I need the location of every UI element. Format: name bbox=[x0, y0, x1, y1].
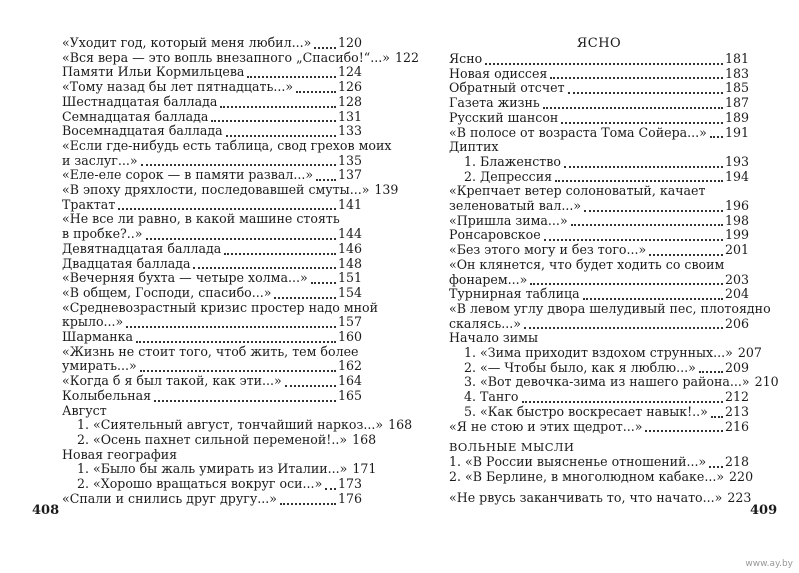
toc-entry-page: 204 bbox=[724, 286, 749, 302]
dot-leader bbox=[645, 422, 722, 432]
toc-entry-page: 207 bbox=[737, 345, 762, 361]
toc-entry-page: 216 bbox=[724, 418, 749, 434]
toc-entry-title: 2. «Осень пахнет сильной переменой!..» bbox=[77, 431, 348, 447]
toc-entry bbox=[62, 417, 413, 433]
toc-entry-page: 160 bbox=[337, 329, 362, 345]
toc-entry-page: 144 bbox=[337, 226, 362, 242]
dot-leader bbox=[126, 318, 336, 328]
toc-entry-page: 218 bbox=[724, 454, 749, 470]
toc-entry-title: «Уходит год, который меня любил...» bbox=[62, 35, 312, 50]
toc-entry bbox=[62, 330, 362, 345]
toc-entry-title: 4. Танго bbox=[464, 389, 519, 405]
toc-entry-title: «Не рвусь заканчивать то, что начато...» bbox=[449, 489, 723, 505]
toc-entry-title: 1. Блаженство bbox=[464, 153, 561, 169]
toc-entry-title: 2. «Хорошо вращаться вокруг оси...» bbox=[77, 476, 323, 492]
toc-entry bbox=[62, 168, 362, 183]
toc-entry-title: 3. «Вот девочка-зима из нашего района...» bbox=[464, 374, 750, 390]
toc-entry-page: 154 bbox=[337, 284, 362, 300]
toc-entry-title: Новая одиссея bbox=[449, 65, 548, 81]
dot-leader bbox=[564, 158, 723, 168]
dot-leader bbox=[550, 69, 723, 79]
dot-leader bbox=[141, 156, 336, 166]
dot-leader bbox=[193, 259, 335, 269]
toc-entry-title: Девятнадцатая баллада bbox=[62, 240, 222, 256]
toc-entry-title: крыло...» bbox=[62, 314, 124, 330]
toc-entry bbox=[62, 80, 362, 95]
toc-entry bbox=[62, 461, 377, 477]
dot-leader bbox=[699, 363, 723, 373]
toc-entry-title: Памяти Ильи Кормильцева bbox=[62, 64, 245, 80]
toc-line: «В левом углу двора шелудивый пес, плотоядно bbox=[449, 300, 771, 316]
toc-entry bbox=[62, 271, 362, 286]
toc-entry-title: 1. «Было бы жаль умирать из Италии...» bbox=[77, 461, 348, 477]
toc-entry bbox=[449, 455, 749, 470]
toc-entry bbox=[449, 155, 749, 170]
toc-entry-title: 2. «— Чтобы было, как я люблю...» bbox=[464, 359, 696, 375]
toc-entry-title: Ясно bbox=[449, 51, 483, 66]
toc-entry-title: «В эпоху дряхлости, последовавшей смуты...» bbox=[62, 182, 370, 198]
toc-entry-page: 194 bbox=[724, 168, 749, 184]
toc-entry-title: Двадцатая баллада bbox=[62, 255, 191, 271]
toc-entry-title: Турнирная таблица bbox=[449, 286, 580, 302]
toc-entry-page: 135 bbox=[337, 152, 362, 168]
toc-entry-title: «Я не стою и этих щедрот...» bbox=[449, 418, 643, 434]
toc-entry-page: 183 bbox=[724, 65, 749, 81]
toc-entry-title: «Без этого могу и без того...» bbox=[449, 242, 647, 258]
left-page-number: 408 bbox=[32, 503, 60, 518]
toc-entry-title: 1. «Зима приходит вздохом струнных...» bbox=[464, 345, 733, 361]
toc-entry-page: 168 bbox=[352, 431, 377, 447]
toc-entry bbox=[62, 227, 362, 242]
toc-entry bbox=[449, 228, 749, 243]
toc-entry-page: 181 bbox=[724, 51, 749, 66]
toc-entry-page: 196 bbox=[724, 198, 749, 214]
toc-entry bbox=[62, 65, 362, 80]
toc-entry-page: 176 bbox=[337, 490, 362, 506]
toc-entry-page: 220 bbox=[729, 468, 754, 484]
toc-entry bbox=[449, 468, 754, 485]
toc-entry-title: «Вечерняя бухта — четыре холма...» bbox=[62, 270, 308, 286]
toc-entry-page: 122 bbox=[394, 49, 420, 65]
dot-leader bbox=[561, 114, 723, 124]
dot-leader bbox=[568, 84, 723, 94]
toc-line: Диптих bbox=[449, 139, 499, 155]
toc-entry-page: 173 bbox=[337, 476, 362, 492]
toc-entry bbox=[449, 214, 749, 229]
toc-entry bbox=[449, 390, 749, 405]
toc-entry-page: 120 bbox=[337, 35, 362, 50]
toc-entry bbox=[449, 52, 749, 67]
toc-entry bbox=[449, 126, 749, 141]
toc-entry-page: 187 bbox=[724, 95, 749, 111]
dot-leader bbox=[211, 112, 336, 122]
toc-entry bbox=[449, 361, 749, 376]
dot-leader bbox=[154, 392, 336, 402]
toc-entry-title: Трактат bbox=[62, 196, 116, 212]
toc-entry bbox=[449, 489, 752, 506]
toc-entry-page: 141 bbox=[337, 196, 362, 212]
toc-entry bbox=[449, 287, 749, 302]
toc-entry bbox=[62, 389, 362, 404]
toc-entry-title: «Спали и снились друг другу...» bbox=[62, 490, 277, 506]
toc-entry-page: 185 bbox=[724, 80, 749, 96]
section-heading: ЯСНО bbox=[576, 36, 622, 51]
dot-leader bbox=[571, 216, 723, 226]
toc-entry-title: в пробке?..» bbox=[62, 226, 143, 242]
dot-leader bbox=[530, 275, 723, 285]
toc-line: «Не все ли равно, в какой машине стоять bbox=[62, 211, 340, 227]
toc-entry bbox=[62, 477, 362, 492]
toc-entry-page: 189 bbox=[724, 109, 749, 125]
toc-entry-title: Шестнадцатая баллада bbox=[62, 93, 218, 109]
toc-entry bbox=[62, 359, 362, 374]
toc-entry bbox=[449, 67, 749, 82]
toc-entry-page: 148 bbox=[337, 255, 362, 271]
dot-leader bbox=[583, 290, 723, 300]
toc-entry-page: 206 bbox=[724, 315, 749, 331]
toc-entry bbox=[62, 124, 362, 139]
toc-entry-page: 126 bbox=[337, 79, 362, 95]
toc-entry bbox=[62, 431, 377, 448]
toc-entry bbox=[62, 182, 399, 198]
toc-entry bbox=[449, 374, 779, 390]
dot-leader bbox=[524, 319, 723, 329]
dot-leader bbox=[226, 127, 336, 137]
toc-entry-title: «В полосе от возраста Тома Сойера...» bbox=[449, 124, 707, 140]
toc-entry bbox=[62, 374, 362, 389]
toc-entry-title: Русский шансон bbox=[449, 109, 559, 125]
toc-entry-title: 5. «Как быстро воскресает навык!..» bbox=[464, 403, 708, 419]
toc-entry-title: «Тому назад бы лет пятнадцать...» bbox=[62, 79, 294, 95]
toc-entry-title: Восемнадцатая баллада bbox=[62, 123, 223, 139]
dot-leader bbox=[118, 200, 336, 210]
toc-entry bbox=[62, 36, 362, 51]
toc-line: «Он клянется, что будет ходить со своим bbox=[449, 256, 725, 272]
toc-entry-page: 133 bbox=[337, 123, 362, 139]
dot-leader bbox=[709, 458, 723, 468]
toc-line: «Если где-нибудь есть таблица, свод грехов моих bbox=[62, 137, 392, 153]
toc-entry-title: Обратный отсчет bbox=[449, 80, 565, 96]
left-page-toc bbox=[62, 35, 420, 507]
dot-leader bbox=[314, 39, 336, 49]
toc-entry bbox=[449, 170, 749, 185]
watermark: www.ay.by bbox=[745, 559, 793, 569]
toc-entry-title: фонарем...» bbox=[449, 271, 528, 287]
toc-entry-page: 191 bbox=[724, 124, 749, 140]
dot-leader bbox=[555, 172, 723, 182]
dot-leader bbox=[325, 480, 336, 490]
toc-entry bbox=[449, 243, 749, 258]
toc-entry bbox=[62, 315, 362, 330]
toc-entry-title: 1. «Сиятельный август, тончайший наркоз...» bbox=[77, 417, 384, 433]
toc-entry-page: 210 bbox=[754, 374, 779, 390]
toc-entry bbox=[449, 96, 749, 111]
toc-entry bbox=[62, 492, 362, 507]
toc-entry-page: 193 bbox=[724, 153, 749, 169]
toc-entry bbox=[62, 154, 362, 169]
toc-entry-page: 151 bbox=[337, 270, 362, 286]
toc-entry-title: 1. «В России выясненье отношений...» bbox=[449, 454, 707, 470]
toc-entry-title: «Пришла зима...» bbox=[449, 212, 568, 228]
toc-line: Начало зимы bbox=[449, 330, 538, 346]
toc-entry-title: «Вся вера — это вопль внезапного „Спасибо!“...» bbox=[62, 49, 390, 65]
dot-leader bbox=[140, 362, 336, 372]
dot-leader bbox=[316, 171, 336, 181]
dot-leader bbox=[649, 246, 723, 256]
dot-leader bbox=[710, 128, 723, 138]
toc-entry-page: 201 bbox=[724, 242, 749, 258]
dot-leader bbox=[224, 245, 336, 255]
toc-entry-page: 139 bbox=[374, 182, 399, 198]
toc-entry bbox=[449, 199, 749, 214]
toc-entry-page: 131 bbox=[337, 108, 362, 124]
right-page-toc bbox=[449, 36, 779, 505]
toc-entry-page: 213 bbox=[724, 403, 749, 419]
toc-entry bbox=[62, 198, 362, 213]
dot-leader bbox=[311, 274, 336, 284]
toc-entry-title: Газета жизнь bbox=[449, 95, 540, 111]
toc-entry-title: скалясь...» bbox=[449, 315, 522, 331]
toc-entry-page: 164 bbox=[337, 373, 362, 389]
section-subheading: ВОЛЬНЫЕ МЫСЛИ bbox=[449, 440, 575, 455]
toc-entry-title: Колыбельная bbox=[62, 387, 152, 403]
toc-entry bbox=[449, 317, 749, 332]
toc-entry bbox=[62, 49, 420, 66]
toc-line: Август bbox=[62, 402, 107, 418]
toc-entry bbox=[62, 110, 362, 125]
toc-entry-page: 223 bbox=[727, 489, 752, 505]
toc-entry-title: «Еле-еле сорок — в памяти развал...» bbox=[62, 167, 314, 183]
toc-entry-page: 199 bbox=[724, 227, 749, 243]
toc-line: «Средневозрастный кризис простер надо мной bbox=[62, 299, 379, 315]
toc-entry-title: Шарманка bbox=[62, 329, 134, 345]
toc-entry-page: 157 bbox=[337, 314, 362, 330]
toc-entry bbox=[449, 420, 749, 435]
toc-entry-title: Семнадцатая баллада bbox=[62, 108, 209, 124]
toc-entry bbox=[62, 257, 362, 272]
toc-entry bbox=[449, 273, 749, 288]
dot-leader bbox=[274, 289, 335, 299]
toc-entry-page: 203 bbox=[724, 271, 749, 287]
dot-leader bbox=[220, 98, 336, 108]
toc-entry-page: 209 bbox=[724, 359, 749, 375]
toc-entry-page: 162 bbox=[337, 358, 362, 374]
toc-entry-title: зеленоватый вал...» bbox=[449, 198, 582, 214]
toc-entry-page: 168 bbox=[388, 417, 413, 433]
dot-leader bbox=[285, 377, 336, 387]
toc-entry bbox=[449, 81, 749, 96]
dot-leader bbox=[146, 230, 336, 240]
toc-entry-title: «Когда б я был такой, как эти...» bbox=[62, 373, 282, 389]
right-page-number: 409 bbox=[750, 503, 778, 518]
toc-entry-title: и заслуг...» bbox=[62, 152, 138, 168]
dot-leader bbox=[522, 393, 723, 403]
toc-entry-page: 146 bbox=[337, 240, 362, 256]
toc-entry-page: 124 bbox=[337, 64, 362, 80]
dot-leader bbox=[543, 99, 723, 109]
toc-entry bbox=[449, 405, 749, 420]
toc-entry-title: умирать...» bbox=[62, 358, 137, 374]
toc-entry-page: 198 bbox=[724, 212, 749, 228]
toc-entry bbox=[449, 345, 762, 361]
dot-leader bbox=[136, 333, 336, 343]
dot-leader bbox=[584, 202, 723, 212]
dot-leader bbox=[280, 495, 336, 505]
toc-entry-page: 165 bbox=[337, 387, 362, 403]
toc-line: «Крепчает ветер солоноватый, качает bbox=[449, 183, 706, 199]
toc-entry bbox=[62, 286, 362, 301]
dot-leader bbox=[247, 68, 336, 78]
toc-entry-title: «В общем, Господи, спасибо...» bbox=[62, 284, 272, 300]
toc-entry-title: 2. Депрессия bbox=[464, 168, 553, 184]
toc-line: Новая география bbox=[62, 446, 178, 462]
toc-entry-page: 137 bbox=[337, 167, 362, 183]
toc-entry-page: 212 bbox=[724, 389, 749, 405]
toc-entry-page: 128 bbox=[337, 93, 362, 109]
dot-leader bbox=[485, 55, 723, 65]
toc-entry-page: 171 bbox=[352, 461, 377, 477]
toc-entry-title: 2. «В Берлине, в многолюдном кабаке...» bbox=[449, 468, 725, 484]
toc-entry bbox=[62, 242, 362, 257]
toc-line: «Жизнь не стоит того, чтоб жить, тем более bbox=[62, 343, 359, 359]
toc-entry-title: Ронсаровское bbox=[449, 227, 541, 243]
dot-leader bbox=[544, 231, 723, 241]
toc-entry bbox=[449, 111, 749, 126]
toc-entry bbox=[62, 95, 362, 110]
dot-leader bbox=[711, 408, 723, 418]
dot-leader bbox=[296, 83, 336, 93]
